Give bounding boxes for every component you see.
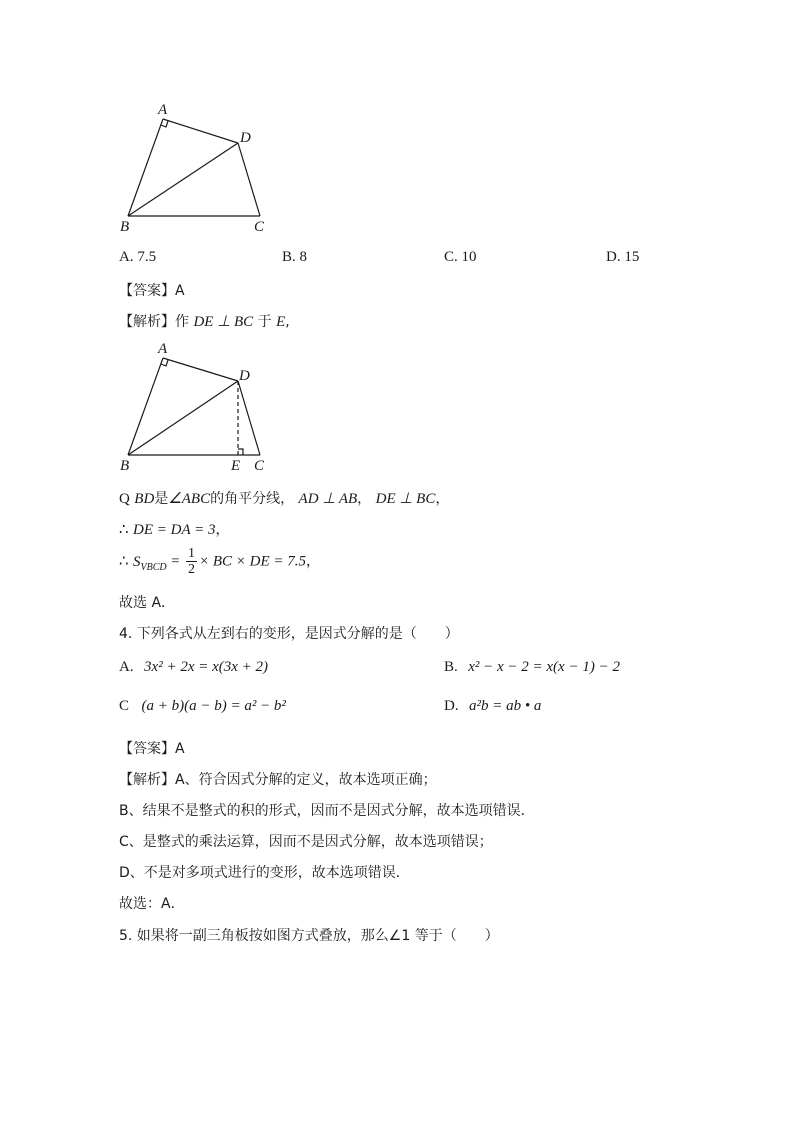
q4-option-a-label: A.: [119, 659, 134, 675]
area-expression: × BC × DE = 7.5: [198, 553, 307, 570]
q3-step-3: [119, 546, 320, 577]
angle-abc: ∠ABC: [168, 491, 211, 507]
q3-step-1: [119, 488, 449, 508]
label-d: D: [239, 368, 250, 384]
q4-option-b-label: B.: [444, 659, 458, 675]
q3-step-2: [119, 519, 229, 539]
figure-quadrilateral-abcd: [110, 98, 280, 238]
q4-option-b: [444, 659, 620, 676]
q4-option-b-expr: x² − x − 2 = x(x − 1) − 2: [468, 659, 620, 675]
q4-analysis-line-4: D、不是对多项式进行的变形，故本选项错误．: [119, 865, 410, 881]
q4-answer: 【答案】A: [119, 741, 185, 757]
segment-ab: [128, 358, 163, 455]
right-angle-mark-e: [238, 449, 243, 455]
q5-stem: 5. 如果将一副三角板按如图方式叠放，那么∠1 等于（ ）: [119, 928, 499, 944]
label-d: D: [240, 130, 251, 146]
q4-option-d: [444, 698, 541, 715]
analysis-point: E: [276, 314, 286, 330]
q4-stem: 4. 下列各式从左到右的变形，是因式分解的是（ ）: [119, 626, 459, 642]
q4-analysis-line-2: B、结果不是整式的积的形式，因而不是因式分解，故本选项错误．: [119, 803, 535, 819]
bd-text: BD: [134, 491, 155, 507]
step1-text1: 是: [154, 491, 169, 507]
step3-end: ，: [306, 553, 321, 570]
segment-bd: [128, 143, 238, 216]
analysis-expr: DE ⊥ BC: [193, 314, 254, 330]
expr-ad-perp-ab: AD ⊥ AB: [298, 491, 358, 507]
analysis-suffix: ,: [285, 314, 290, 330]
q3-conclusion: 故选 A．: [119, 595, 176, 611]
step1-comma: ，: [357, 491, 372, 507]
label-a: A: [158, 341, 168, 357]
q3-answer: 【答案】A: [119, 283, 185, 299]
option-b: B. 8: [282, 249, 308, 265]
segment-ad: [163, 119, 238, 143]
segment-dc: [238, 381, 260, 455]
label-c: C: [254, 219, 265, 235]
segment-ad: [163, 358, 238, 381]
q4-analysis-line-1: 【解析】A、符合因式分解的定义，故本选项正确；: [119, 772, 437, 788]
therefore-symbol: ∴: [119, 522, 129, 538]
q4-option-a-expr: 3x² + 2x = x(3x + 2): [144, 659, 269, 675]
label-b: B: [120, 458, 130, 474]
analysis-prefix: 【解析】作: [119, 314, 189, 330]
therefore-symbol-2: ∴: [119, 553, 129, 570]
q4-option-c-label: C: [119, 698, 130, 714]
expr-de-da: DE = DA = 3: [133, 522, 216, 538]
option-c: C. 10: [444, 249, 477, 265]
analysis-mid: 于: [257, 314, 272, 330]
label-c: C: [254, 458, 265, 474]
option-d: D. 15: [606, 249, 640, 265]
segment-bd: [128, 381, 238, 455]
q4-option-c-expr: (a + b)(a − b) = a² − b²: [141, 698, 286, 714]
expr-de-perp-bc: DE ⊥ BC: [375, 491, 436, 507]
segment-ab: [128, 119, 163, 216]
figure-quadrilateral-with-perpendicular: [110, 338, 280, 478]
label-e: E: [231, 458, 241, 474]
because-symbol: Q: [119, 491, 130, 507]
q4-option-d-expr: a²b = ab • a: [469, 698, 542, 714]
q4-option-c: [119, 698, 286, 715]
area-symbol: $S_{VBCD}$: [133, 553, 167, 573]
fraction-half: $\frac{1}{2}$: [187, 546, 195, 577]
segment-dc: [238, 143, 260, 216]
label-a: A: [158, 102, 168, 118]
q4-analysis-line-3: C、是整式的乘法运算，因而不是因式分解，故本选项错误；: [119, 834, 493, 850]
equals: =: [171, 553, 180, 570]
option-a: A. 7.5: [119, 249, 157, 265]
q4-conclusion: 故选：A．: [119, 896, 185, 912]
step1-text2: 的角平分线，: [210, 491, 295, 507]
step2-end: ，: [215, 522, 230, 538]
q3-analysis-intro: [119, 311, 290, 331]
q4-option-a: [119, 659, 268, 676]
step1-end: ，: [435, 491, 450, 507]
label-b: B: [120, 219, 130, 235]
q4-option-d-label: D.: [444, 698, 459, 714]
